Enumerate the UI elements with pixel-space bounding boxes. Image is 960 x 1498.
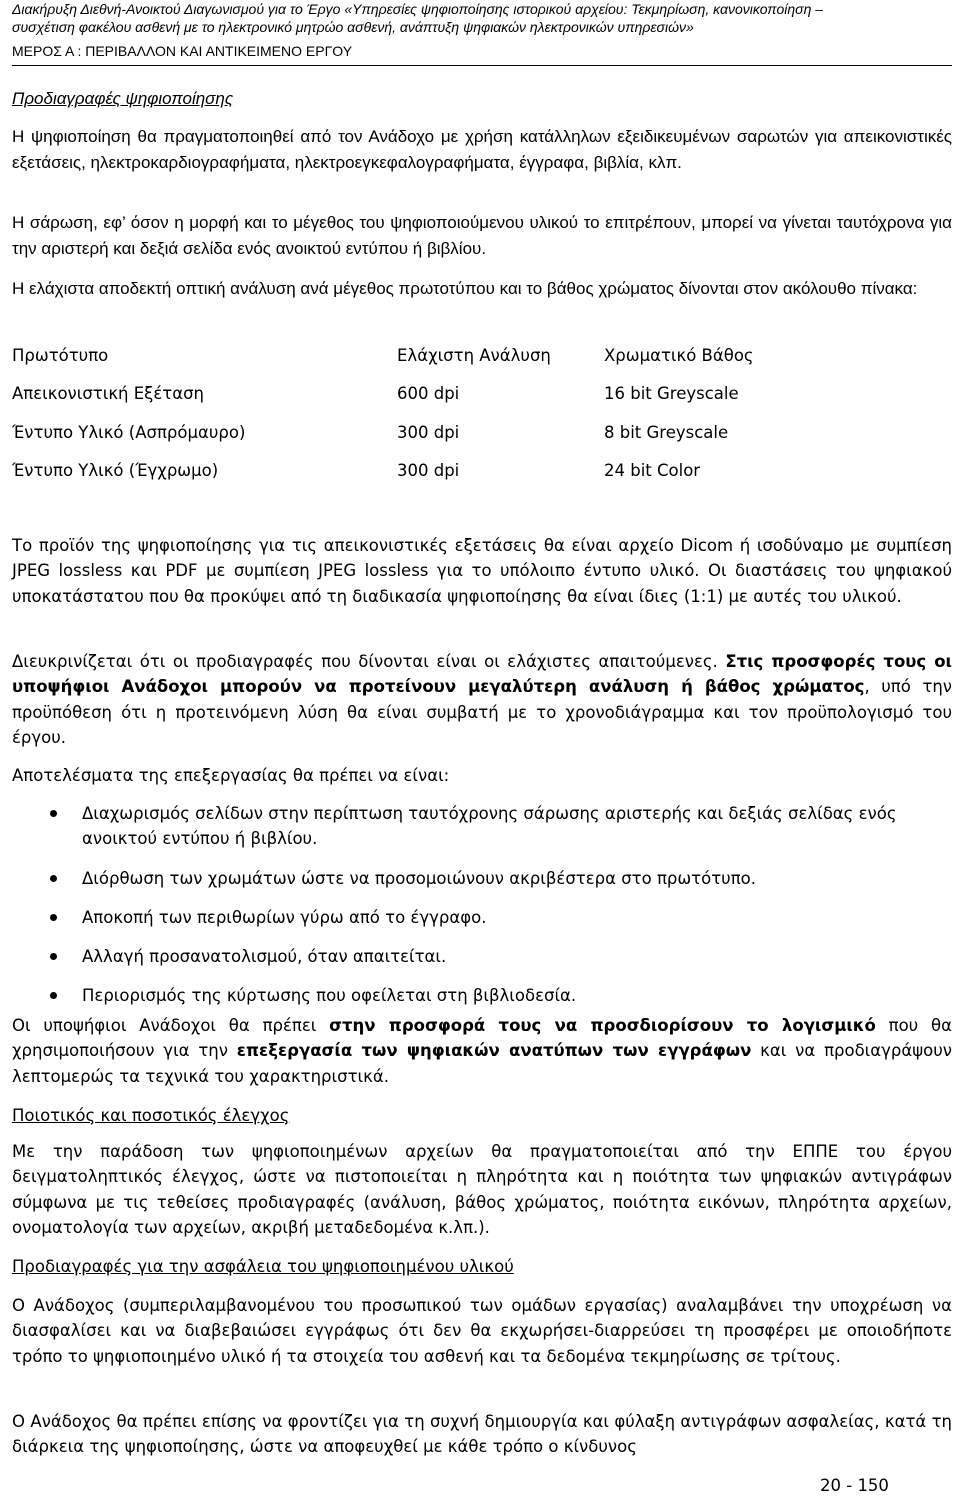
- list-item: [12, 905, 952, 930]
- heading-digitization-specs: Προδιαγραφές ψηφιοποίησης: [12, 89, 234, 108]
- table-cell: Έντυπο Υλικό (Ασπρόμαυρο): [12, 422, 246, 442]
- heading-quality-control: Ποιοτικός και ποσοτικός έλεγχος: [12, 1106, 290, 1125]
- software-bold-text-2: επεξεργασία των ψηφιακών ανατύπων των εγγράφων: [236, 1041, 752, 1061]
- table-header-cell: Πρωτότυπο: [12, 345, 109, 365]
- paragraph-minimum-specs: [12, 649, 952, 750]
- bullet-icon: [50, 810, 57, 817]
- table-cell: 8 bit Greyscale: [604, 422, 729, 442]
- paragraph-quality-control: Με την παράδοση των ψηφιοποιημένων αρχείων θα πραγματοποιείται από την ΕΠΠΕ του έργου δειγματοληπτικός έλεγχος, ώστε να πιστοποιείται η πληρότητα και η ποιότητα των ψηφιακών αντιγράφων σύμφωνα με τις τεθείσες προδιαγραφές (ανάλυση, βάθος χρώματος, ποιότητα εικόνων, πληρότητα αρχείων, ονοματολογία των αρχείων, ακριβή μεταδεδομένα κ.λπ.).: [12, 1142, 952, 1237]
- paragraph-dual-page-scan: Η σάρωση, εφ’ όσον η μορφή και το μέγεθος του ψηφιοποιούμενου υλικού το επιτρέπουν, μπορεί να γίνεται ταυτόχρονα για την αριστερή και δεξιά σελίδα ενός ανοικτού εντύπου ή βιβλίου.: [12, 213, 952, 258]
- list-item-text: Αλλαγή προσανατολισμού, όταν απαιτείται.: [82, 947, 447, 967]
- resolution-table: [12, 336, 864, 490]
- paragraph-resolution-intro: Η ελάχιστα αποδεκτή οπτική ανάλυση ανά μέγεθος πρωτοτύπου και το βάθος χρώματος δίνονται στον ακόλουθο πίνακα:: [12, 279, 918, 298]
- paragraph-scanners: Η ψηφιοποίηση θα πραγματοποιηθεί από τον Ανάδοχο με χρήση κατάλληλων εξειδικευμένων σαρωτών για απεικονιστικές εξετάσεις, ηλεκτροκαρδιογραφήματα, ηλεκτροεγκεφαλογραφήματα, έγγραφα, βιβλία, κλπ.: [12, 127, 952, 172]
- min-specs-tail-text: , υπό την προϋπόθεση ότι η προτεινόμενη λύση θα είναι συμβατή με το χρονοδιάγραμμα και τον προϋπολογισμό του έργου.: [12, 677, 952, 747]
- paragraph-backups: Ο Ανάδοχος θα πρέπει επίσης να φροντίζει για τη συχνή δημιουργία και φύλαξη αντιγράφων ασφαλείας, κατά τη διάρκεια της ψηφιοποίησης, ώστε να αποφευχθεί με κάθε τρόπο ο κίνδυνος: [12, 1412, 952, 1457]
- table-cell: 300 dpi: [397, 461, 460, 481]
- list-item: [12, 801, 952, 852]
- table-header-cell: Ελάχιστη Ανάλυση: [397, 345, 551, 365]
- min-specs-bold-text: Στις προσφορές τους οι υποψήφιοι Ανάδοχοι μπορούν να προτείνουν μεγαλύτερη ανάλυση ή βάθος χρώματος: [12, 652, 952, 697]
- table-header-row: [12, 336, 864, 375]
- table-cell: 300 dpi: [397, 422, 460, 442]
- part-title: ΜΕΡΟΣ Α : ΠΕΡΙΒΑΛΛΟΝ ΚΑΙ ΑΝΤΙΚΕΙΜΕΝΟ ΕΡΓΟΥ: [12, 43, 353, 59]
- min-specs-text: Διευκρινίζεται ότι οι προδιαγραφές που δίνονται είναι οι ελάχιστες απαιτούμενες.: [12, 652, 726, 671]
- processing-results-list: [12, 801, 952, 1023]
- table-cell: 600 dpi: [397, 384, 460, 404]
- table-row: [12, 452, 864, 491]
- bullet-icon: [50, 992, 57, 999]
- running-header-line-1: Διακήρυξη Διεθνή-Ανοικτού Διαγωνισμού για το Έργο «Υπηρεσίες ψηφιοποίησης ιστορικού αρχείου: Τεκμηρίωση, κανονικοποίηση –: [12, 1, 824, 17]
- table-cell: Έντυπο Υλικό (Έγχρωμο): [12, 461, 219, 481]
- heading-security-specs: Προδιαγραφές για την ασφάλεια του ψηφιοποιημένου υλικού: [12, 1257, 514, 1276]
- table-row: [12, 413, 864, 452]
- list-item-text: Περιορισμός της κύρτωσης που οφείλεται στη βιβλιοδεσία.: [82, 986, 577, 1006]
- bullet-icon: [50, 875, 57, 882]
- bullet-icon: [50, 953, 57, 960]
- software-tail-text: και να προδιαγράψουν λεπτομερώς τα τεχνικά του χαρακτηριστικά.: [12, 1041, 952, 1086]
- running-header-line-2: συσχέτιση φακέλου ασθενή με το ηλεκτρονικό μητρώο ασθενή, ανάπτυξη ψηφιακών ηλεκτρονικών υπηρεσιών»: [12, 19, 694, 35]
- list-item: [12, 866, 952, 891]
- list-item-text: Διαχωρισμός σελίδων στην περίπτωση ταυτόχρονης σάρωσης αριστερής και δεξιάς σελίδας ενός ανοικτού εντύπου ή βιβλίου.: [82, 804, 897, 849]
- list-item: [12, 983, 952, 1008]
- bullet-icon: [50, 914, 57, 921]
- table-cell: 16 bit Greyscale: [604, 384, 739, 404]
- software-bold-text: στην προσφορά τους να προσδιορίσουν το λογισμικό: [329, 1016, 876, 1035]
- paragraph-confidentiality: Ο Ανάδοχος (συμπεριλαμβανομένου του προσωπικού των ομάδων εργασίας) αναλαμβάνει την υποχρέωση να διασφαλίσει και να διαβεβαιώσει εγγράφως ότι δεν θα εκχωρήσει-διαρρεύσει τη προσφέρει με οποιοδήποτε τρόπο το ψηφιοποιημένο υλικό ή τα στοιχεία του ασθενή και τα δεδομένα τεκμηρίωσης σε τρίτους.: [12, 1296, 952, 1366]
- header-rule: [12, 65, 952, 66]
- software-text: Οι υποψήφιοι Ανάδοχοι θα πρέπει: [12, 1016, 330, 1035]
- table-row: [12, 375, 864, 414]
- software-mid-text: που θα χρησιμοποιήσουν για την: [12, 1016, 952, 1061]
- paragraph-output-format: Το προϊόν της ψηφιοποίησης για τις απεικονιστικές εξετάσεις θα είναι αρχείο Dicom ή ισοδύναμο με συμπίεση JPEG lossless και PDF με συμπίεση JPEG lossless για το υπόλοιπο έντυπο υλικό. Οι διαστάσεις του ψηφιακού υποκατάστατου που θα προκύψει από τη διαδικασία ψηφιοποίησης θα είναι ίδιες (1:1) με αυτές του υλικού.: [12, 536, 952, 606]
- paragraph-processing-results: Αποτελέσματα της επεξεργασίας θα πρέπει να είναι:: [12, 766, 450, 785]
- paragraph-software: [12, 1013, 952, 1089]
- page-number: 20 - 150: [820, 1476, 889, 1495]
- list-item: [12, 944, 952, 969]
- list-item-text: Αποκοπή των περιθωρίων γύρω από το έγγραφο.: [82, 907, 487, 927]
- table-cell: 24 bit Color: [604, 461, 701, 481]
- table-cell: Απεικονιστική Εξέταση: [12, 384, 205, 404]
- list-item-text: Διόρθωση των χρωμάτων ώστε να προσομοιώνουν ακριβέστερα στο πρωτότυπο.: [82, 868, 756, 888]
- table-header-cell: Χρωματικό Βάθος: [604, 345, 754, 365]
